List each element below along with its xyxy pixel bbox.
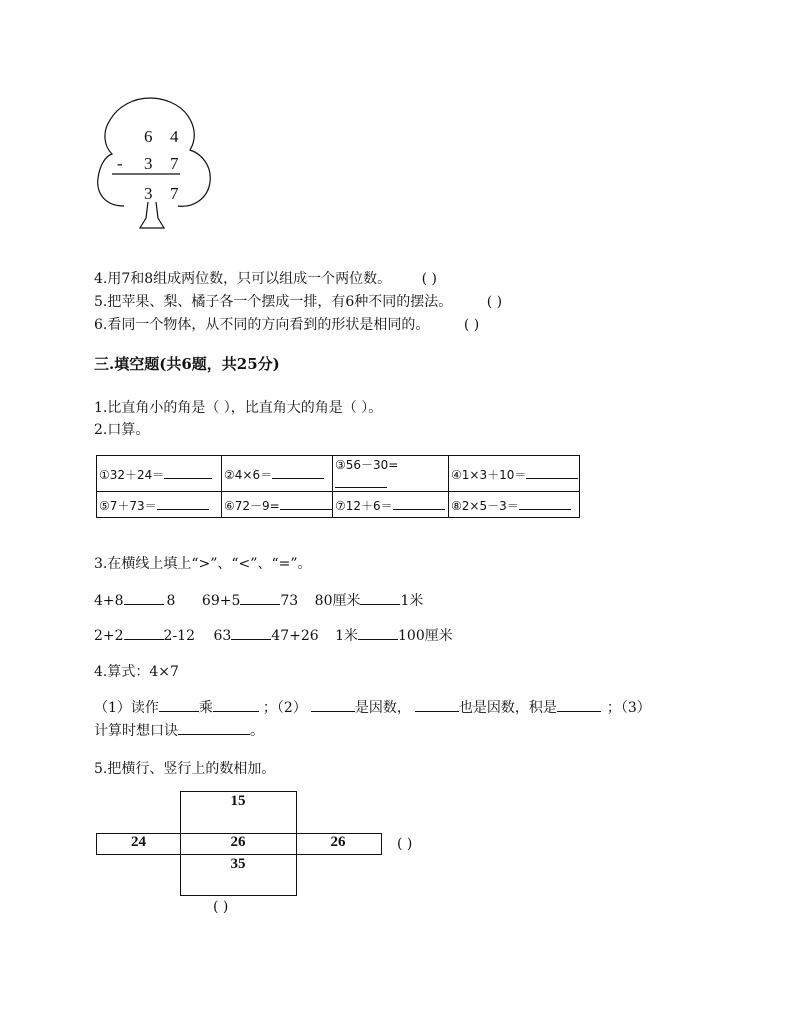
answer-blank[interactable] xyxy=(311,697,355,712)
compare-blank[interactable] xyxy=(358,625,398,640)
compare-line-2: 2+2 2-12 63 47+26 1米 100厘米 xyxy=(94,625,453,645)
cross-cell-top xyxy=(181,793,295,813)
judge-question-6 xyxy=(94,314,479,334)
answer-blank[interactable] xyxy=(157,495,209,510)
judge-question-5 xyxy=(94,291,502,311)
judge-text: 4.用7和8组成两位数，只可以组成一个两位数。 xyxy=(94,271,392,287)
table-row xyxy=(97,456,580,492)
tree-figure xyxy=(94,94,216,232)
table-cell: ④1×3＋10＝ xyxy=(449,456,580,492)
question-1: 1.比直角小的角是（ ），比直角大的角是（ ）。 xyxy=(94,400,383,416)
table-cell: ⑥72－9= xyxy=(222,492,333,518)
table-row xyxy=(97,492,580,518)
answer-blank[interactable] xyxy=(178,720,250,735)
tree-minus: - xyxy=(117,154,123,173)
tree-digit: 7 xyxy=(170,184,179,203)
answer-blank[interactable] xyxy=(519,495,571,510)
answer-blank[interactable] xyxy=(415,697,459,712)
tree-digit: 3 xyxy=(144,184,153,203)
answer-blank[interactable] xyxy=(280,495,332,510)
compare-blank[interactable] xyxy=(240,590,280,605)
number-left: 24 xyxy=(131,834,146,850)
number-bottom: 35 xyxy=(230,856,246,872)
judge-text: 5.把苹果、梨、橘子各一个摆成一排，有6种不同的摆法。 xyxy=(94,294,453,310)
table-cell: ⑧2×5－3＝ xyxy=(449,492,580,518)
tree-digit: 6 xyxy=(144,127,153,146)
mental-math-table xyxy=(96,455,580,518)
question-5-title: 5.把横行、竖行上的数相加。 xyxy=(94,761,276,777)
answer-paren-bottom[interactable]: ( ) xyxy=(213,899,229,915)
question-3-title: 3.在横线上填上“>”、“<”、“=”。 xyxy=(94,556,312,572)
answer-paren[interactable]: ( ) xyxy=(486,294,503,310)
tree-digit: 3 xyxy=(144,154,153,173)
answer-blank[interactable] xyxy=(213,697,259,712)
cross-cell-center xyxy=(181,834,295,854)
cross-cell-bottom xyxy=(181,856,295,876)
tree-digit: 4 xyxy=(170,127,179,146)
cross-cell-left xyxy=(97,834,180,854)
judge-text: 6.看同一个物体，从不同的方向看到的形状是相同的。 xyxy=(94,317,430,333)
question-4-line-2: 计算时想口诀 。 xyxy=(94,720,264,740)
answer-blank[interactable] xyxy=(272,464,324,479)
answer-blank[interactable] xyxy=(159,697,199,712)
table-cell: ①32＋24＝ xyxy=(97,456,222,492)
compare-blank[interactable] xyxy=(231,625,271,640)
answer-blank[interactable] xyxy=(526,464,578,479)
compare-blank[interactable] xyxy=(124,590,164,605)
answer-paren[interactable]: ( ) xyxy=(421,271,437,287)
number-right: 26 xyxy=(330,834,346,850)
judge-question-4 xyxy=(94,268,437,288)
tree-crown xyxy=(98,98,211,206)
compare-blank[interactable] xyxy=(360,590,400,605)
section-title: 三.填空题(共6题，共25分) xyxy=(94,355,280,373)
number-center: 26 xyxy=(230,834,246,850)
answer-blank[interactable] xyxy=(393,495,445,510)
table-cell: ③56－30= xyxy=(333,456,449,492)
table-cell: ⑦12＋6＝ xyxy=(333,492,449,518)
cross-cell-right xyxy=(296,834,380,854)
question-4-title: 4.算式：4×7 xyxy=(94,664,179,680)
table-cell: ②4×6＝ xyxy=(222,456,333,492)
compare-blank[interactable] xyxy=(124,625,164,640)
number-top: 15 xyxy=(230,793,246,809)
tree-digit: 7 xyxy=(170,154,179,173)
table-cell: ⑤7＋73＝ xyxy=(97,492,222,518)
answer-paren-right[interactable]: ( ) xyxy=(397,836,413,852)
question-2-title: 2.口算。 xyxy=(94,422,150,438)
answer-blank[interactable] xyxy=(557,697,601,712)
answer-paren[interactable]: ( ) xyxy=(463,317,480,333)
question-4-line: （1）读作 乘 ；（2） 是因数， 也是因数，积是 ；（3） xyxy=(94,697,651,717)
answer-blank[interactable] xyxy=(335,473,387,488)
tree-trunk xyxy=(140,202,164,228)
compare-line-1: 4+8 8 69+5 73 80厘米 1米 xyxy=(94,590,423,610)
answer-blank[interactable] xyxy=(164,464,212,479)
